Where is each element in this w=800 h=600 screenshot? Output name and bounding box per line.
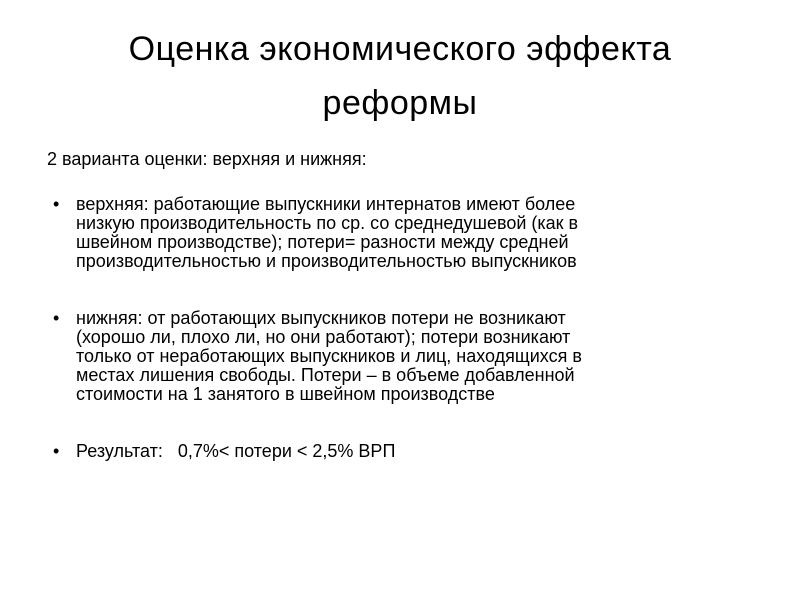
bullet-text-line: Результат: 0,7%< потери < 2,5% ВРП xyxy=(76,441,396,461)
bullet-text-line: нижняя: от работающих выпускников потери не возникают xyxy=(76,308,566,328)
bullet-lower-estimate xyxy=(53,309,733,404)
intro-text: 2 варианта оценки: верхняя и нижняя: xyxy=(47,149,367,169)
bullet-text-line: только от неработающих выпускников и лиц, находящихся в xyxy=(76,346,582,366)
bullet-result xyxy=(53,442,733,461)
slide-title xyxy=(0,22,800,130)
bullet-upper-estimate xyxy=(53,195,733,271)
bullet-text-line: верхняя: работающие выпускники интернатов имеют более xyxy=(76,194,576,214)
bullet-text-line: производительностью и производительностью выпускников xyxy=(76,251,577,271)
bullet-marker: • xyxy=(53,441,60,461)
bullet-text-line: низкую производительность по ср. со среднедушевой (как в xyxy=(76,213,579,233)
bullet-list xyxy=(53,195,733,461)
bullet-text-line: стоимости на 1 занятого в швейном производстве xyxy=(76,384,495,404)
bullet-marker: • xyxy=(53,194,60,214)
bullet-marker: • xyxy=(53,308,60,328)
slide-title-line: реформы xyxy=(322,84,478,122)
bullet-text-line: швейном производстве); потери= разности между средней xyxy=(76,232,569,252)
bullet-text-line: местах лишения свободы. Потери – в объеме добавленной xyxy=(76,365,575,385)
bullet-text-line: (хорошо ли, плохо ли, но они работают); потери возникают xyxy=(76,327,571,347)
slide-title-line: Оценка экономического эффекта xyxy=(128,30,672,68)
